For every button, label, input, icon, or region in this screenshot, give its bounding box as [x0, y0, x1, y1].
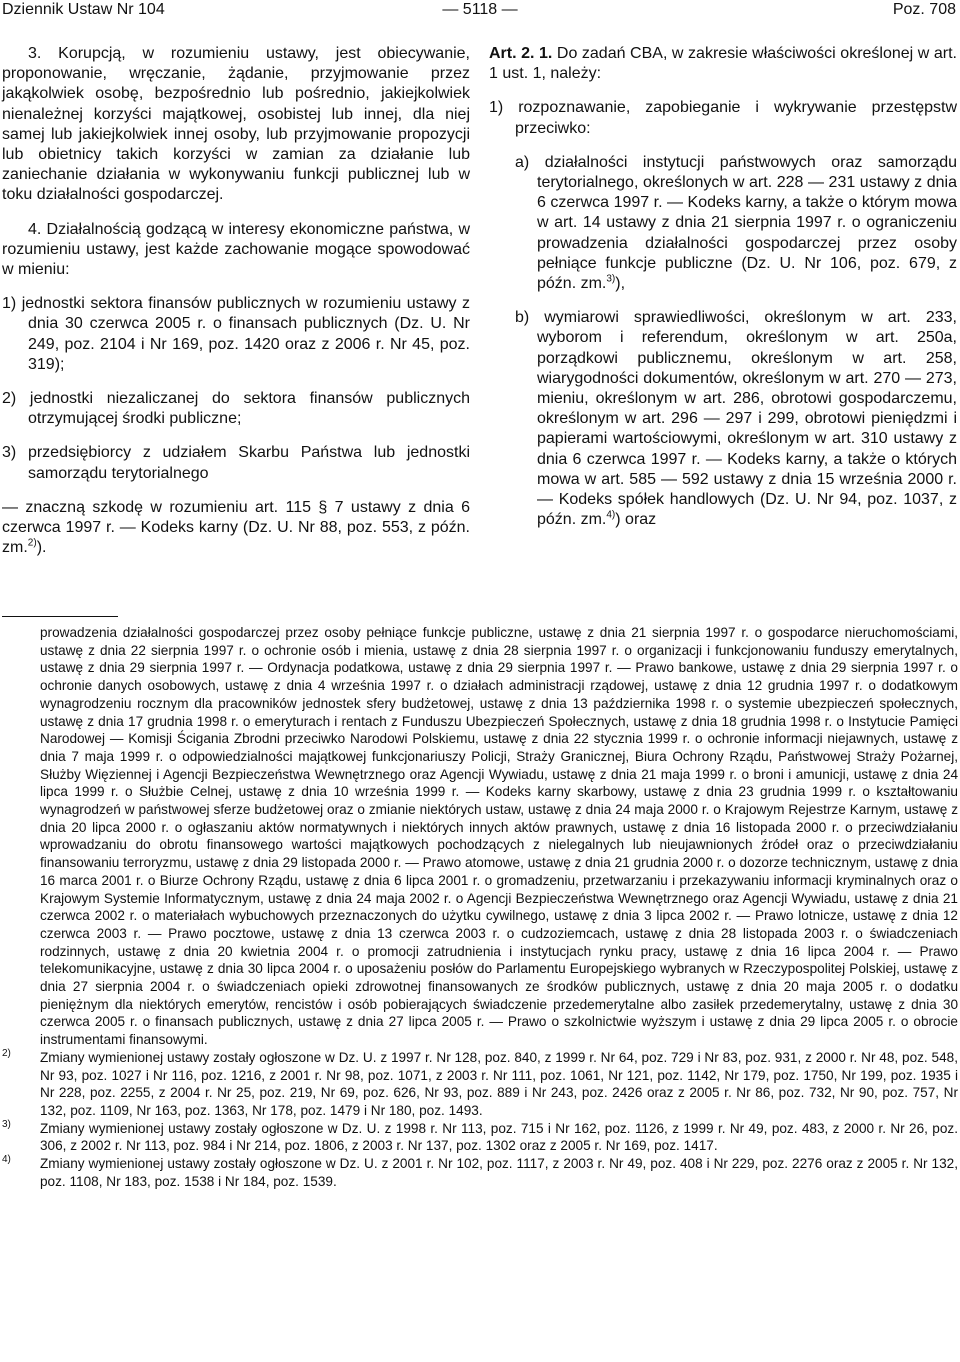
- journal-title: Dziennik Ustaw Nr 104: [2, 1, 165, 18]
- position-number: Poz. 708: [892, 1, 956, 18]
- footnote-ref-4: 4): [606, 509, 616, 521]
- article-2-intro: [489, 44, 957, 84]
- footnote-separator: [2, 616, 118, 617]
- footnote-4: [2, 1155, 958, 1190]
- right-column: [489, 44, 957, 544]
- sub-item-b: [489, 308, 957, 530]
- footnote-3-text: Zmiany wymienionej ustawy zostały ogłoszone w Dz. U. z 1998 r. Nr 113, poz. 715 i Nr 162, poz. 1126, z 1999 r. Nr 49, poz. 483, z 2000 r. Nr 26, poz. 306, z 2002 r. Nr 113, poz. 984 i Nr 214, poz. 1806, z 2003 r. Nr 137, poz. 1302 oraz z 2005 r. Nr 169, poz. 1417.: [40, 1120, 958, 1154]
- footnote-continuation: prowadzenia działalności gospodarczej przez osoby pełniące funkcje publiczne, ustawę z dnia 21 sierpnia 1997 r. o gospodarce nieruchomościami, ustawę z dnia 22 sierpnia 1997 r. o ochronie osób i mienia, ustawę z dnia 28 sierpnia 1997 r. o organizacji i funkcjonowaniu funduszy emerytalnych, ustawę z dnia 29 sierpnia 1997 r. — Ordynacja podatkowa, ustawę z dnia 29 sierpnia 1997 r. — Prawo bankowe, ustawę z dnia 29 sierpnia 1997 r. o ochronie danych osobowych, ustawę z dnia 4 września 1997 r. o działach administracji rządowej, ustawę z dnia 12 grudnia 1997 r. o dodatkowym wynagrodzeniu rocznym dla pracowników jednostek sfery budżetowej, ustawę z dnia 13 października 1998 r. o systemie ubezpieczeń społecznych, ustawę z dnia 17 grudnia 1998 r. o emeryturach i rentach z Funduszu Ubezpieczeń Społecznych, ustawę z dnia 18 grudnia 1998 r. o Instytucie Pamięci Narodowej — Komisji Ścigania Zbrodni przeciwko Narodowi Polskiemu, ustawę z dnia 22 stycznia 1999 r. o ochronie informacji niejawnych, ustawę z dnia 7 maja 1999 r. o odpowiedzialności majątkowej funkcjonariuszy Policji, Straży Granicznej, Biura Ochrony Rządu, Państwowej Straży Pożarnej, Służby Więziennej i Agencji Bezpieczeństwa Wewnętrznego oraz Agencji Wywiadu, ustawę z dnia 21 maja 1999 r. o broni i amunicji, ustawę z dnia 24 lipca 1999 r. o Służbie Celnej, ustawę z dnia 10 września 1999 r. — Kodeks karny skarbowy, ustawę z dnia 23 grudnia 1999 r. o kształtowaniu wynagrodzeń w państwowej sferze budżetowej oraz o zmianie niektórych ustaw, ustawę z dnia 24 maja 2000 r. o Krajowym Rejestrze Karnym, ustawę z dnia 20 lipca 2000 r. o ogłaszaniu aktów normatywnych i niektórych innych aktów prawnych, ustawę z dnia 16 listopada 2000 r. o przeciwdziałaniu wprowadzaniu do obrotu finansowego wartości majątkowych pochodzących z nielegalnych lub nieujawnionych źródeł oraz o przeciwdziałaniu finansowaniu terroryzmu, ustawę z dnia 29 listopada 2000 r. — Prawo atomowe, ustawę z dnia 21 grudnia 2000 r. o dozorze technicznym, ustawę z dnia 16 marca 2001 r. o Biurze Ochrony Rządu, ustawę z dnia 6 lipca 2001 r. o gromadzeniu, przetwarzaniu i przekazywaniu informacji kryminalnych oraz o Krajowym Systemie Informatycznym, ustawę z dnia 24 maja 2002 r. o Agencji Bezpieczeństwa Wewnętrznego oraz Agencji Wywiadu, ustawę z dnia 21 czerwca 2002 r. o materiałach wybuchowych przeznaczonych do użytku cywilnego, ustawę z dnia 3 lipca 2002 r. — Prawo lotnicze, ustawę z dnia 12 czerwca 2003 r. — Prawo pocztowe, ustawę z dnia 13 czerwca 2003 r. o cudzoziemcach, ustawę z dnia 28 listopada 2003 r. o świadczeniach rodzinnych, ustawę z dnia 20 kwietnia 2004 r. o promocji zatrudnienia i instytucjach rynku pracy, ustawę z dnia 16 lipca 2004 r. — Prawo telekomunikacyjne, ustawę z dnia 30 lipca 2004 r. o uposażeniu posłów do Parlamentu Europejskiego wybranych w Rzeczypospolitej Polskiej, ustawę z dnia 27 sierpnia 2004 r. o świadczeniach opieki zdrowotnej finansowanych ze środków publicznych, ustawę z dnia 20 maja 2005 r. o dodatku pieniężnym dla niektórych emerytów, rencistów i osób pobierających świadczenie przedemerytalne albo zasiłek przedemerytalny, ustawę z dnia 30 czerwca 2005 r. o finansach publicznych, ustawę z dnia 27 lipca 2005 r. — Prawo o szkolnictwie wyższym i ustawę z dnia 29 lipca 2005 r. o obrocie instrumentami finansowymi.: [40, 625, 958, 1048]
- footnote-4-mark: 4): [2, 1154, 11, 1166]
- list-item-3: 3) przedsiębiorcy z udziałem Skarbu Państwa lub jednostki samorządu terytorialnego: [2, 444, 470, 482]
- closing-end: ).: [36, 539, 47, 557]
- sub-item-a-end: ),: [615, 275, 626, 293]
- footnote-4-text: Zmiany wymienionej ustawy zostały ogłoszone w Dz. U. z 2001 r. Nr 102, poz. 1117, z 2003 r. Nr 49, poz. 408 i Nr 229, poz. 2276 oraz z 2005 r. Nr 132, poz. 1108, Nr 183, poz. 1538 i Nr 184, poz. 1539.: [40, 1156, 958, 1189]
- paragraph-3: 3. Korupcją, w rozumieniu ustawy, jest obiecywanie, proponowanie, wręczanie, żądanie, przyjmowanie przez jakąkolwiek osobę, bezpośrednio lub pośrednio, jakiejkolwiek nienależnej korzyści majątkowej, osobistej lub innej, dla niej samej lub jakiejkolwiek innej osoby, lub przyjmowanie propozycji lub obietnicy takich korzyści w zamian za działanie lub zaniechanie działania w wykonywaniu funkcji publicznej lub w toku działalności gospodarczej.: [2, 45, 470, 204]
- footnote-2-mark: 2): [2, 1047, 11, 1059]
- list-item-2: 2) jednostki niezaliczanej do sektora finansów publicznych otrzymującej środki publiczne;: [2, 390, 470, 428]
- article-label: Art. 2. 1.: [489, 45, 553, 62]
- footnote-2: [2, 1049, 958, 1120]
- sub-item-a-text: a) działalności instytucji państwowych oraz samorządu terytorialnego, określonych w art. 228 — 231 ustawy z dnia 6 czerwca 1997 r. — Kodeks karny, a także o którym mowa w art. 14 ustawy z dnia 21 sierpnia 1997 r. o ograniczeniu prowadzenia działalności gospodarczej przez osoby pełniące funkcje publiczne (Dz. U. Nr 106, poz. 679, z późn. zm.: [515, 153, 957, 293]
- footnote-2-text: Zmiany wymienionej ustawy zostały ogłoszone w Dz. U. z 1997 r. Nr 128, poz. 840, z 1999 r. Nr 64, poz. 729 i Nr 83, poz. 931, z 2000 r. Nr 48, poz. 548, Nr 93, poz. 1027 i Nr 116, poz. 1216, z 2001 r. Nr 98, poz. 1071, z 2003 r. Nr 111, poz. 1061, Nr 121, poz. 1142, Nr 179, poz. 1750, Nr 199, poz. 1935 i Nr 228, poz. 2255, z 2004 r. Nr 25, poz. 219, Nr 69, poz. 626, Nr 93, poz. 889 i Nr 243, poz. 2426 oraz z 2005 r. Nr 86, poz. 732, Nr 90, poz. 757, Nr 132, poz. 1109, Nr 163, poz. 1363, Nr 178, poz. 1479 i Nr 180, poz. 1493.: [40, 1049, 958, 1118]
- footnote-ref-3: 3): [606, 273, 616, 285]
- sub-item-b-end: ) oraz: [615, 511, 657, 529]
- footnote-3: [2, 1120, 958, 1155]
- left-column: [2, 44, 470, 572]
- sub-item-a: [489, 153, 957, 294]
- sub-item-b-text: b) wymiarowi sprawiedliwości, określonym w art. 233, wyborom i referendum, określonym w art. 250a, porządkowi publicznemu, określonym w art. 258, wiarygodności dokumentów, określonym w art. 270 — 273, mieniu, określonym w art. 286, obrotowi gospodarczemu, określonym w art. 296 — 297 i 299, obrotowi pieniędzmi i papierami wartościowymi, określonym w art. 310 ustawy z dnia 6 czerwca 1997 r. — Kodeks karny, a także o których mowa w art. 585 — 592 ustawy z dnia 15 września 2000 r. — Kodeks spółek handlowych (Dz. U. Nr 94, poz. 1037, z późn. zm.: [515, 309, 957, 529]
- page-number: — 5118 —: [442, 1, 518, 18]
- closing-clause: [2, 498, 470, 559]
- page-header: [0, 0, 960, 22]
- footnote-ref-2: 2): [27, 537, 37, 549]
- paragraph-4: 4. Działalnością godzącą w interesy ekonomiczne państwa, w rozumieniu ustawy, jest każde zachowanie mogące spowodować w mieniu:: [2, 220, 470, 279]
- list-item-1: 1) rozpoznawanie, zapobieganie i wykrywanie przestępstw przeciwko:: [489, 99, 957, 137]
- footnotes: [2, 624, 958, 1191]
- article-text: Do zadań CBA, w zakresie właściwości określonej w art. 1 ust. 1, należy:: [489, 45, 957, 83]
- list-item-1: 1) jednostki sektora finansów publicznych w rozumieniu ustawy z dnia 30 czerwca 2005 r. o finansach publicznych (Dz. U. Nr 249, poz. 2104 i Nr 169, poz. 1420 oraz z 2006 r. Nr 45, poz. 319);: [2, 295, 470, 373]
- closing-text: — znaczną szkodę w rozumieniu art. 115 § 7 ustawy z dnia 6 czerwca 1997 r. — Kodeks karny (Dz. U. Nr 88, poz. 553, z późn. zm.: [2, 498, 470, 557]
- footnote-3-mark: 3): [2, 1118, 11, 1130]
